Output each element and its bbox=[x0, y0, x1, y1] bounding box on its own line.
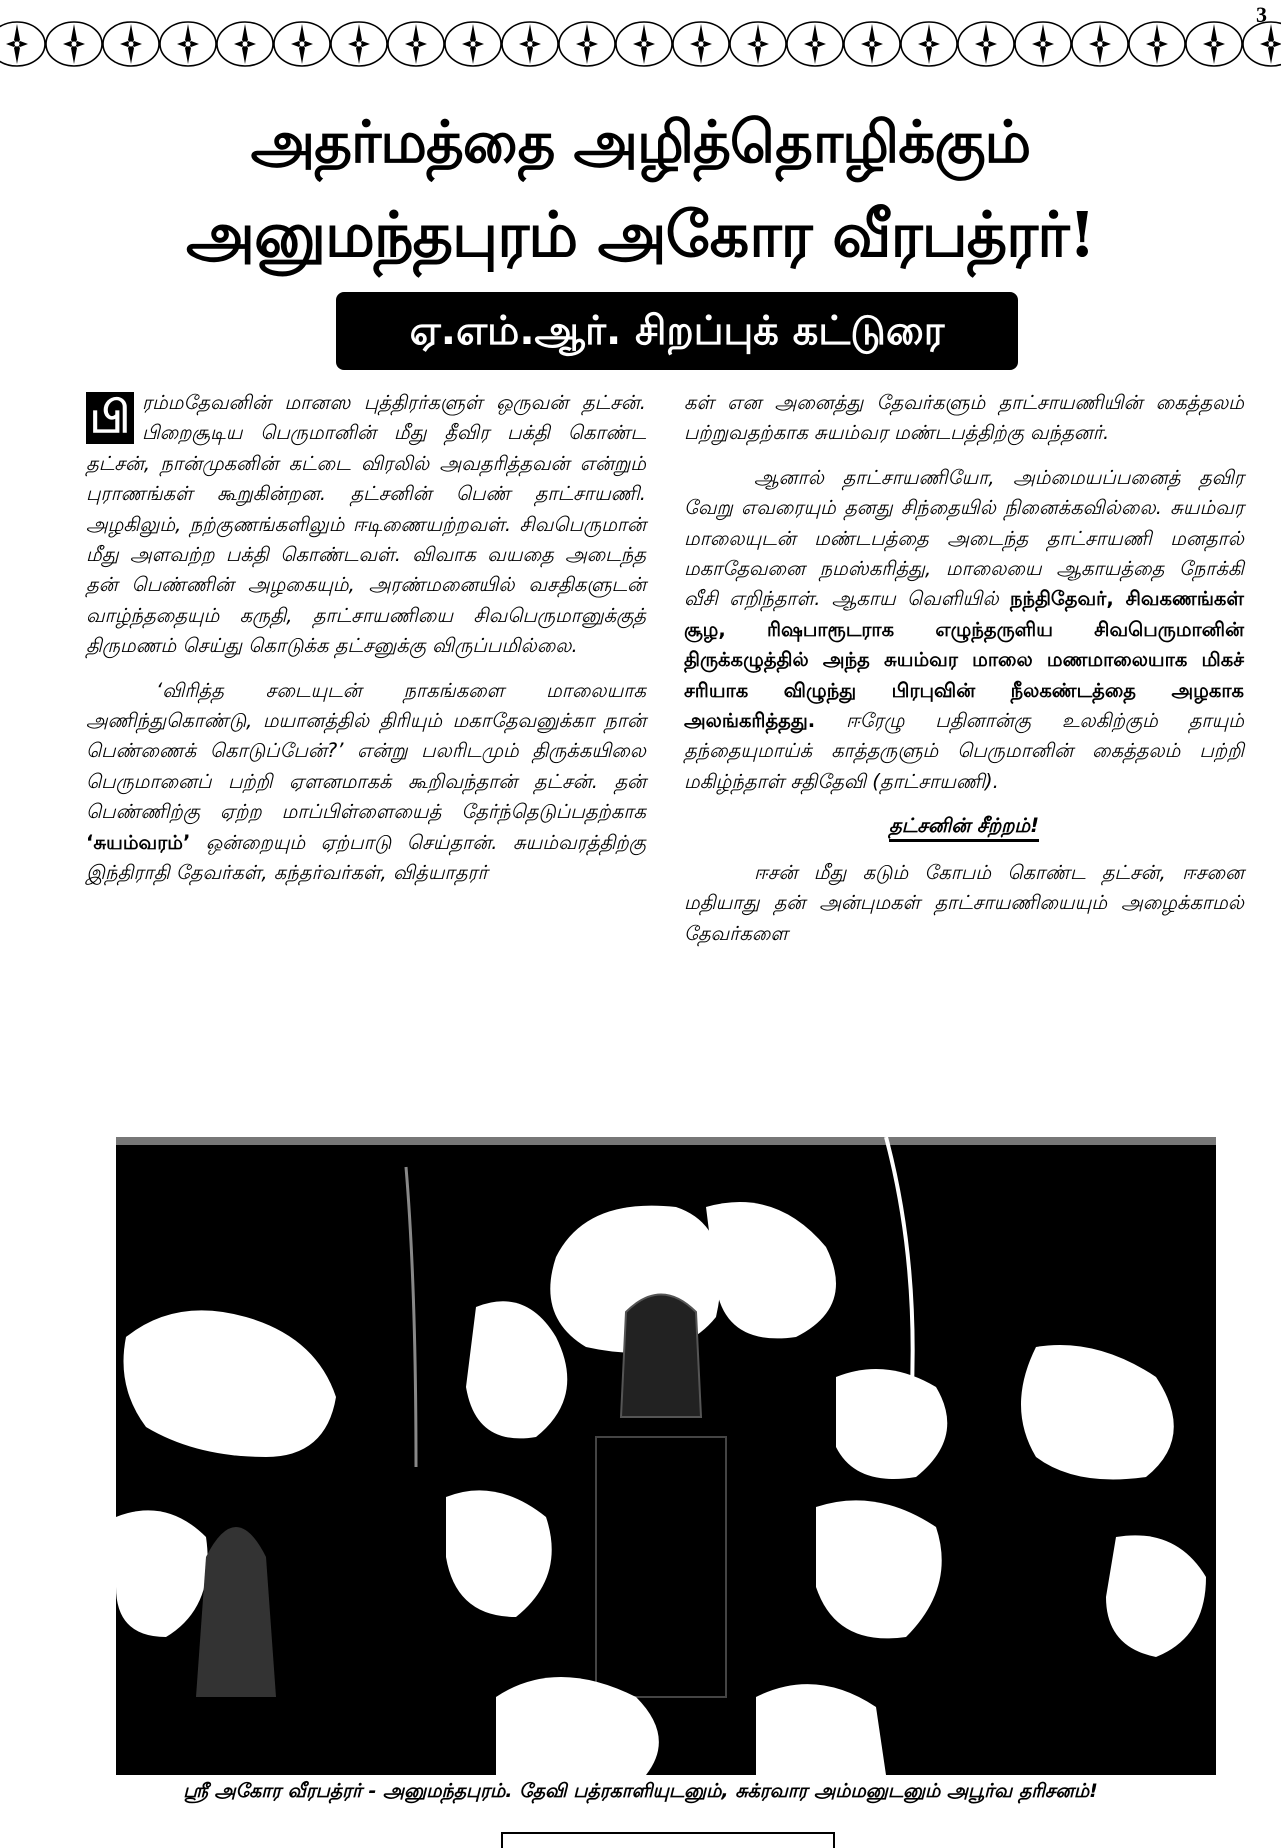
paragraph-text: ‘விரித்த சடையுடன் நாகங்களை மாலையாக அணிந்துகொண்டு, மயானத்தில் திரியும் மகாதேவனுக்கா நான் பெண்ணைக் கொடுப்பேன்?’ என்று பலரிடமும் திருக்கயிலை பெருமானைப் பற்றி ஏளனமாகக் கூறிவந்தான் தட்சன். தன் பெண்ணிற்கு ஏற்ற மாப்பிள்ளையைத் தேர்ந்தெடுப்பதற்காக bbox=[86, 678, 646, 824]
paragraph bbox=[86, 676, 646, 889]
paragraph bbox=[684, 463, 1244, 797]
paragraph-text: கள் என அனைத்து தேவர்களும் தாட்சாயணியின் கைத்தலம் பற்றுவதற்காக சுயம்வர மண்டபத்திற்கு வந்தனர். bbox=[684, 391, 1244, 445]
article-column-right bbox=[684, 388, 1244, 963]
paragraph bbox=[684, 858, 1244, 949]
byline-banner bbox=[336, 292, 1018, 370]
headline-line-2: அனுமந்தபுரம் அகோர வீரபத்ரர்! bbox=[186, 198, 1095, 271]
temple-deity-photo bbox=[116, 1137, 1216, 1775]
dropcap: பி bbox=[86, 392, 134, 444]
paragraph-text: ஈரேழு பதினான்கு உலகிற்கும் தாயும் தந்தையுமாய்க் காத்தருளும் பெருமானின் கைத்தலம் பற்றி மகிழ்ந்தாள் சதிதேவி (தாட்சாயணி). bbox=[684, 709, 1244, 793]
decorative-floral-border bbox=[0, 20, 1281, 68]
subheading-text: தட்சனின் சீற்றம்! bbox=[889, 814, 1039, 842]
paragraph-text: ரம்மதேவனின் மானஸ புத்திரர்களுள் ஒருவன் தட்சன். பிறைசூடிய பெருமானின் மீது தீவிர பக்தி கொண்ட தட்சன், நான்முகனின் கட்டை விரலில் அவதரித்தவன் என்றும் புராணங்கள் கூறுகின்றன. தட்சனின் பெண் தாட்சாயணி. அழகிலும், நற்குணங்களிலும் ஈடிணையற்றவள். சிவபெருமான் மீது அளவற்ற பக்தி கொண்டவள். விவாக வயதை அடைந்த தன் பெண்ணின் அழகையும், அரண்மனையில் வசதிகளுடன் வாழ்ந்ததையும் கருதி, தாட்சாயணியை சிவபெருமானுக்குத் திருமணம் செய்து கொடுக்க தட்சனுக்கு விருப்பமில்லை. bbox=[86, 391, 646, 658]
section-subheading bbox=[684, 811, 1244, 841]
footer-box bbox=[501, 1832, 835, 1848]
emphasis-text: நந்திதேவர், சிவகணங்கள் சூழ, ரிஷபாரூடராக எழுந்தருளிய சிவபெருமானின் திருக்கழுத்தில் அந்த சுயம்வர மாலை மணமாலையாக மிகச் சரியாக விழுந்து பிரபுவின் நீலகண்டத்தை அழகாக அலங்கரித்தது. bbox=[684, 587, 1244, 733]
paragraph bbox=[86, 388, 646, 662]
paragraph bbox=[684, 388, 1244, 449]
paragraph-text: ஈசன் மீது கடும் கோபம் கொண்ட தட்சன், ஈசனை மதியாது தன் அன்புமகள் தாட்சாயணியையும் அழைக்காமல் தேவர்களை bbox=[684, 860, 1244, 945]
page-number: 3 bbox=[1256, 2, 1267, 27]
byline-text: ஏ.எம்.ஆர். சிறப்புக் கட்டுரை bbox=[409, 308, 945, 354]
paragraph-text: ஒன்றையும் ஏற்பாடு செய்தான். சுயம்வரத்திற்கு இந்திராதி தேவர்கள், கந்தர்வர்கள், வித்யாதரர் bbox=[86, 830, 646, 885]
headline-line-1: அதர்மத்தை அழித்தொழிக்கும் bbox=[250, 108, 1031, 176]
photo-caption: ஸ்ரீ அகோர வீரபத்ரர் - அனுமந்தபுரம். தேவி பத்ரகாளியுடனும், சுக்ரவார அம்மனுடனும் அபூர்வ தரிசனம்! bbox=[183, 1780, 1098, 1802]
article-column-left bbox=[86, 388, 646, 903]
emphasis-text: ‘சுயம்வரம்’ bbox=[86, 830, 191, 854]
paragraph-text: ஆனால் தாட்சாயணியோ, அம்மையப்பனைத் தவிர வேறு எவரையும் தனது சிந்தையில் நினைக்கவில்லை. சுயம்வர மாலையுடன் மண்டபத்தை அடைந்த தாட்சாயணி மனதால் மகாதேவனை நமஸ்கரித்து, மாலையை ஆகாயத்தை நோக்கி வீசி எறிந்தாள். ஆகாய வெளியில் bbox=[684, 465, 1244, 611]
